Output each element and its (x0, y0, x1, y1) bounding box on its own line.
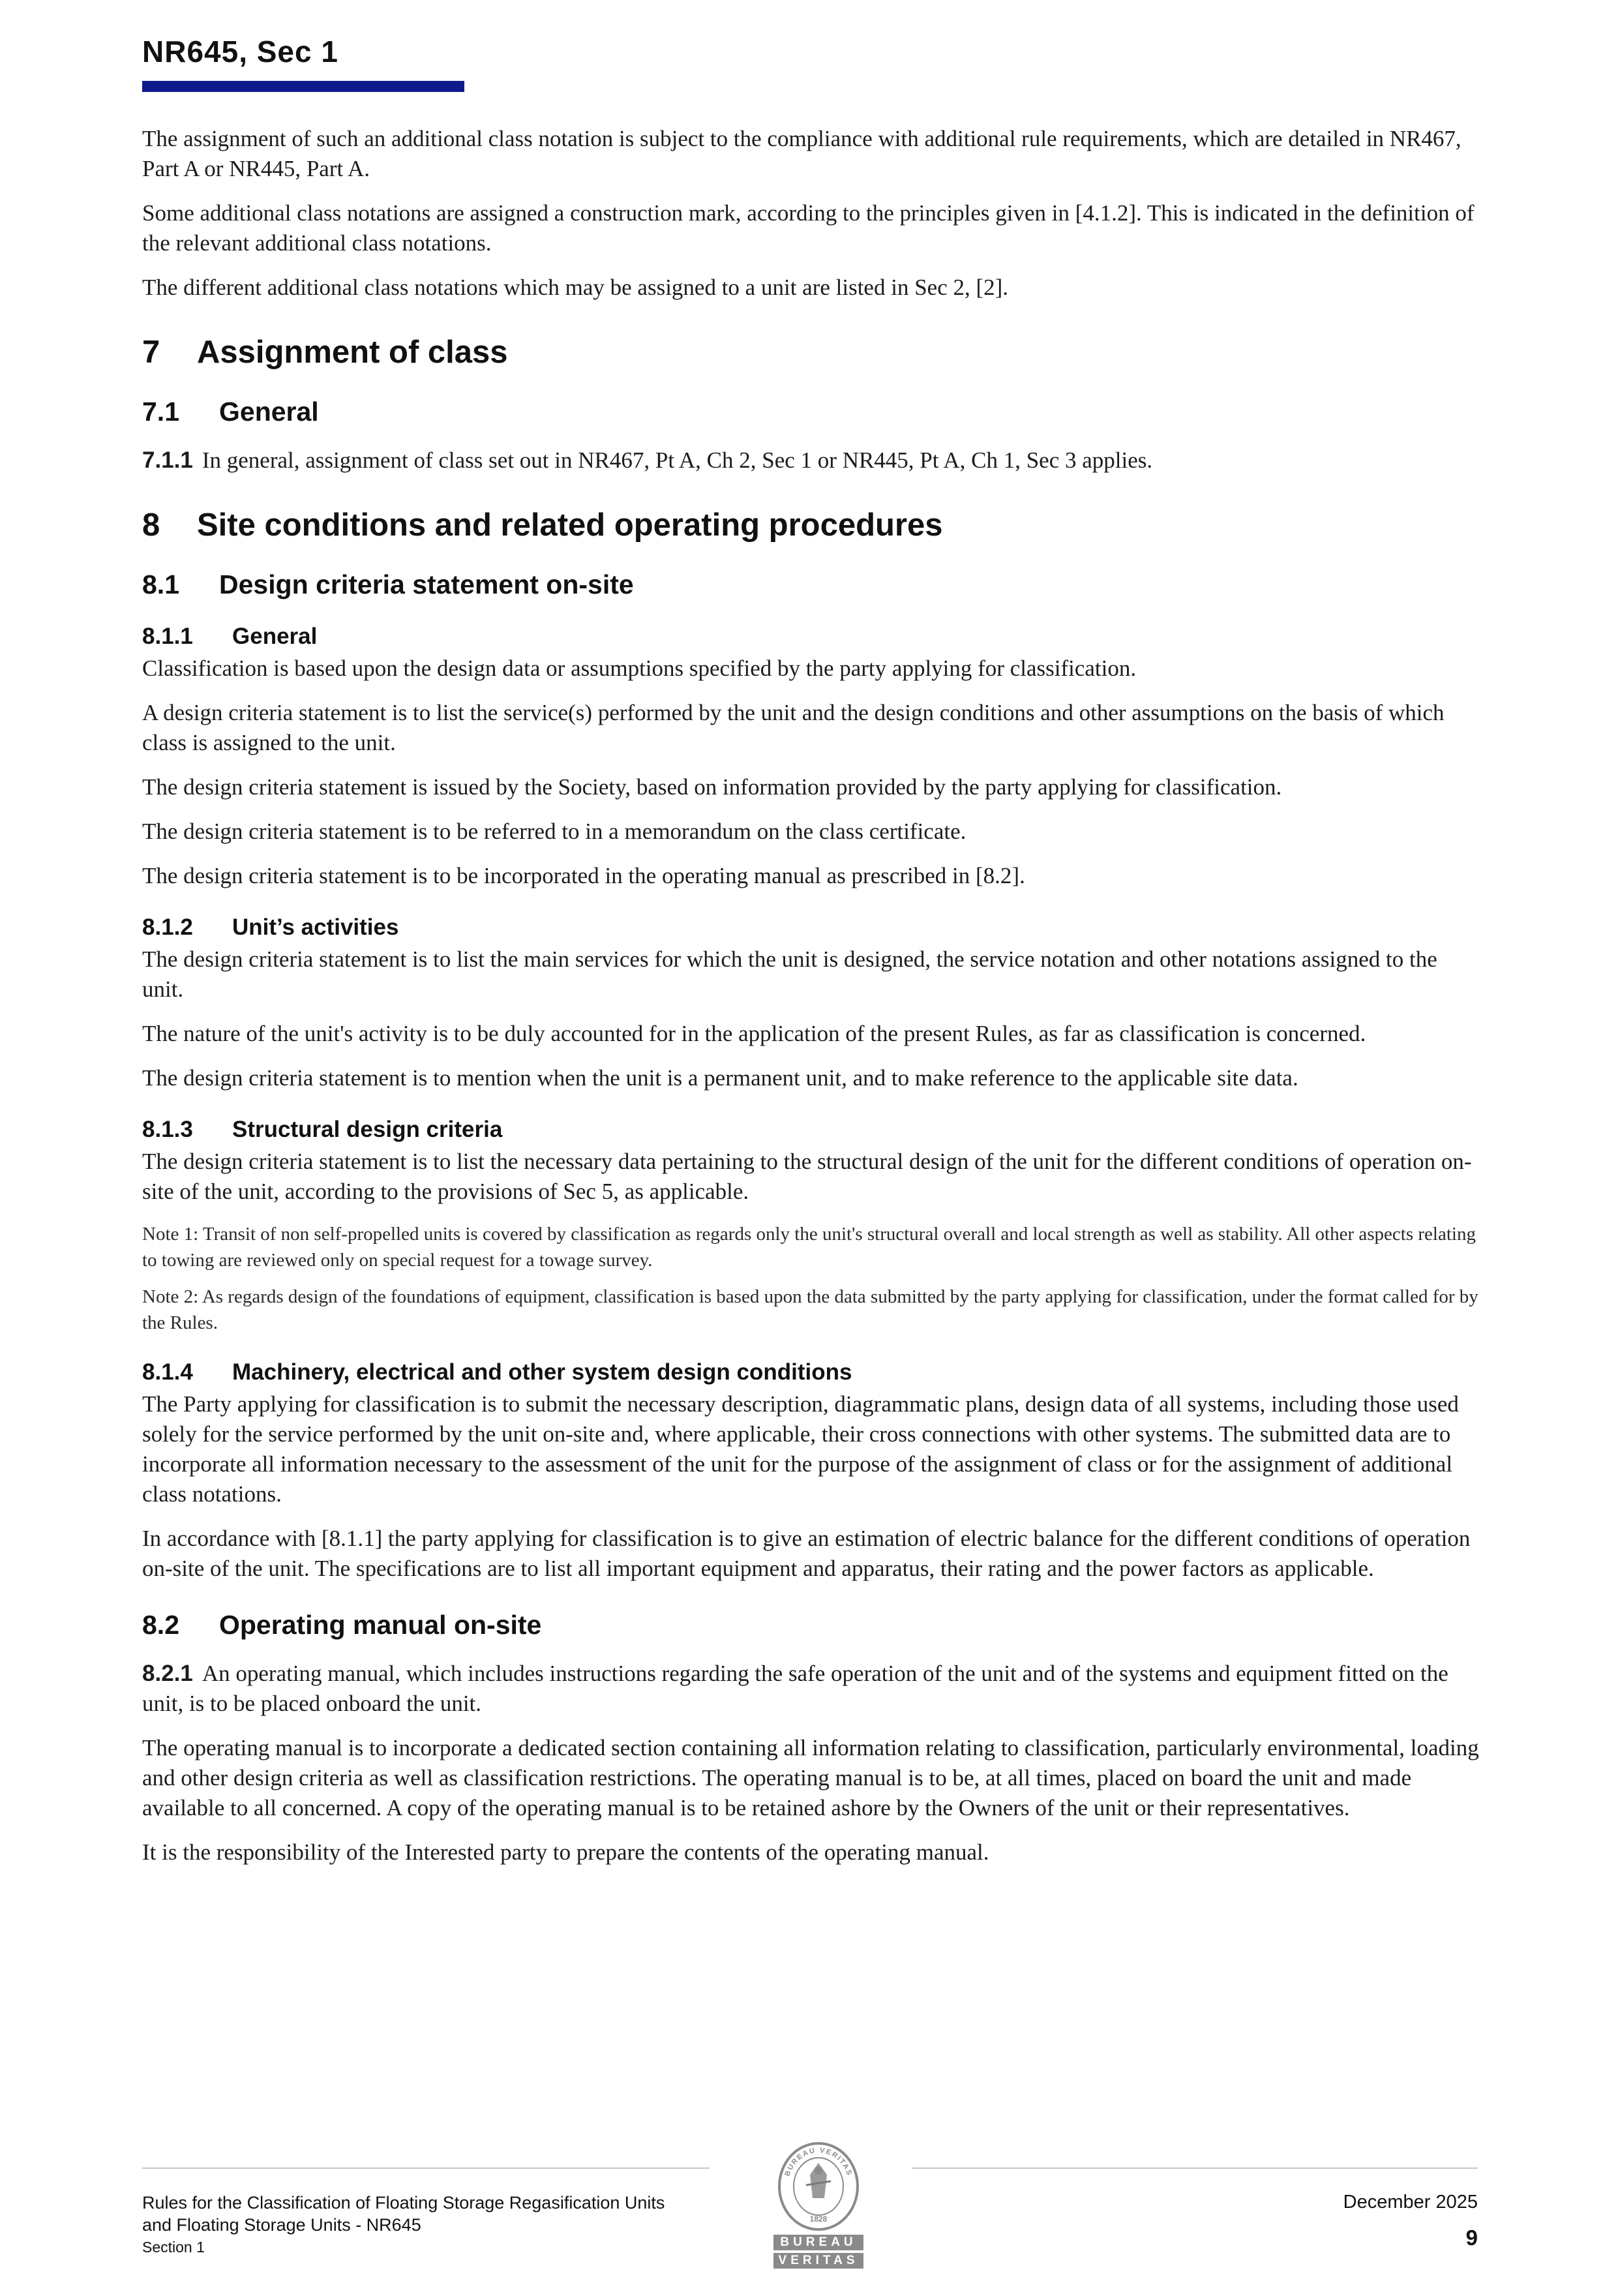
subsection-heading-7-1 (142, 397, 1479, 427)
section-heading-8 (142, 507, 1479, 543)
article-title: Machinery, electrical and other system design conditions (232, 1359, 852, 1385)
footer-title-line: Rules for the Classification of Floating Storage Regasification Units (142, 2193, 665, 2213)
footer-rule-right (912, 2168, 1478, 2169)
footer-document-title (142, 2192, 665, 2258)
paragraph: The design criteria statement is to list the necessary data pertaining to the structural design of the unit for the different conditions of operation on-site of the unit, according to the provisions of Sec 5, as applicable. (142, 1149, 1472, 1204)
subsection-number: 7.1 (142, 397, 179, 427)
paragraph-text: An operating manual, which includes instructions regarding the safe operation of the unit and of the systems and equipment fitted on the unit, is to be placed onboard the unit. (142, 1661, 1448, 1716)
article-number: 8.1.2 (142, 914, 193, 940)
paragraph: The operating manual is to incorporate a dedicated section containing all information relating to classification, particularly environmental, loading and other design criteria as well as classification restrictions. The operating manual is to be, at all times, placed on board the unit and made available to all concerned. A copy of the operating manual is to be retained ashore by the Owners of the unit or their representatives. (142, 1735, 1479, 1820)
article-number: 8.1.1 (142, 624, 193, 649)
paragraph: In accordance with [8.1.1] the party applying for classification is to give an estimation of electric balance for the different conditions of operation on-site of the unit. The specifications are to list all important equipment and apparatus, their rating and the power factors as applicable. (142, 1526, 1471, 1581)
logo-word-bottom: VERITAS (773, 2253, 863, 2269)
logo-ring-text: BUREAU VERITAS (783, 2146, 854, 2177)
paragraph-8-2-1 (142, 1659, 1479, 1719)
paragraph: The design criteria statement is to be referred to in a memorandum on the class certificate. (142, 819, 966, 844)
subsection-heading-8-1 (142, 569, 1479, 600)
footer-title-line: and Floating Storage Units - NR645 (142, 2215, 421, 2235)
paragraph: The design criteria statement is to list the main services for which the unit is designed, the service notation and other notations assigned to the unit. (142, 946, 1437, 1002)
article-title: Unit’s activities (232, 914, 399, 940)
bureau-veritas-seal-icon (773, 2141, 863, 2232)
paragraph: The design criteria statement is to mention when the unit is a permanent unit, and to make reference to the applicable site data. (142, 1065, 1298, 1091)
footer-date: December 2025 (1343, 2192, 1478, 2213)
article-heading-8-1-3 (142, 1117, 1479, 1143)
footer-section: Section 1 (142, 2239, 205, 2256)
subsection-title: General (219, 397, 319, 427)
header-rule (142, 81, 464, 92)
article-heading-8-1-2 (142, 914, 1479, 941)
paragraph: The assignment of such an additional class notation is subject to the compliance with additional rule requirements, which are detailed in NR467, Part A or NR445, Part A. (142, 126, 1461, 181)
article-title: General (232, 624, 318, 649)
section-title: Site conditions and related operating procedures (197, 507, 943, 543)
paragraph: The Party applying for classification is to submit the necessary description, diagrammatic plans, design data of all systems, including those used solely for the service performed by the unit on-site and, where applicable, their cross connections with other systems. The submitted data are to incorporate all information necessary to the assessment of the unit for the purpose of the assignment of class or for the assignment of additional class notations. (142, 1391, 1459, 1507)
article-number: 8.1.4 (142, 1359, 193, 1385)
paragraph-number: 8.2.1 (142, 1661, 193, 1686)
section-heading-7 (142, 334, 1479, 370)
paragraph: The design criteria statement is issued by the Society, based on information provided by the party applying for classification. (142, 774, 1282, 800)
paragraph: It is the responsibility of the Interested party to prepare the contents of the operating manual. (142, 1839, 989, 1865)
page-number: 9 (1465, 2226, 1478, 2250)
paragraph: The nature of the unit's activity is to be duly accounted for in the application of the present Rules, as far as classification is concerned. (142, 1021, 1366, 1046)
paragraph: A design criteria statement is to list the service(s) performed by the unit and the design conditions and other assumptions on the basis of which class is assigned to the unit. (142, 700, 1445, 755)
note: Note 2: As regards design of the foundations of equipment, classification is based upon the data submitted by the party applying for classification, under the format called for by the Rules. (142, 1286, 1478, 1333)
article-title: Structural design criteria (232, 1117, 503, 1142)
paragraph: Some additional class notations are assigned a construction mark, according to the principles given in [4.1.2]. This is indicated in the definition of the relevant additional class notations. (142, 200, 1475, 256)
subsection-heading-8-2 (142, 1610, 1479, 1640)
bureau-veritas-logo (773, 2141, 863, 2267)
paragraph: The design criteria statement is to be incorporated in the operating manual as prescribed in [8.2]. (142, 863, 1025, 888)
subsection-title: Operating manual on-site (219, 1610, 542, 1640)
article-heading-8-1-4 (142, 1359, 1479, 1385)
section-number: 7 (142, 335, 160, 370)
note: Note 1: Transit of non self-propelled units is covered by classification as regards only the unit's structural overall and local strength as well as stability. All other aspects relating to towing are reviewed only on special request for a towage survey. (142, 1224, 1476, 1271)
running-header: NR645, Sec 1 (142, 35, 338, 68)
article-number: 8.1.3 (142, 1117, 193, 1142)
subsection-number: 8.2 (142, 1610, 179, 1640)
article-heading-8-1-1 (142, 624, 1479, 650)
logo-word-top: BUREAU (773, 2235, 863, 2250)
footer-rule-left (142, 2168, 710, 2169)
page-body (142, 124, 1479, 1882)
subsection-title: Design criteria statement on-site (219, 569, 634, 599)
paragraph: Classification is based upon the design data or assumptions specified by the party applying for classification. (142, 656, 1137, 681)
section-title: Assignment of class (197, 335, 508, 370)
subsection-number: 8.1 (142, 569, 179, 599)
paragraph-7-1-1 (142, 446, 1479, 476)
paragraph-number: 7.1.1 (142, 447, 193, 473)
section-number: 8 (142, 507, 160, 543)
paragraph-text: In general, assignment of class set out in NR467, Pt A, Ch 2, Sec 1 or NR445, Pt A, Ch 1, Sec 3 applies. (202, 447, 1153, 473)
paragraph: The different additional class notations which may be assigned to a unit are listed in Sec 2, [2]. (142, 275, 1009, 300)
logo-year: 1828 (809, 2214, 828, 2224)
